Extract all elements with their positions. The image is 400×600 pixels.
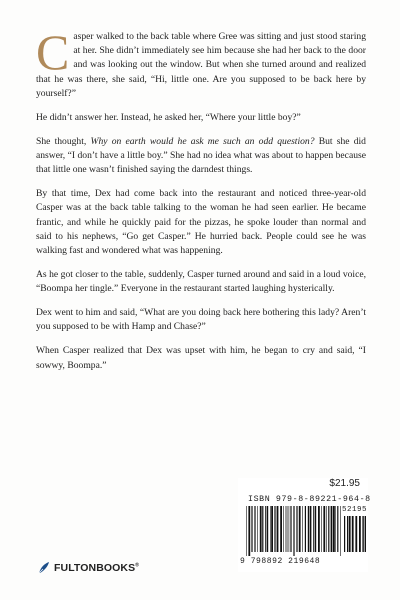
barcode-bar bbox=[313, 506, 314, 552]
barcode-bar bbox=[280, 506, 282, 552]
barcode-bar bbox=[296, 506, 297, 552]
barcode-bar bbox=[274, 506, 275, 552]
publisher-name bbox=[54, 562, 139, 574]
barcode-bar bbox=[349, 516, 351, 552]
barcode-bar bbox=[344, 516, 345, 552]
price-label: $21.95 bbox=[329, 478, 360, 489]
barcode-bar bbox=[290, 506, 291, 552]
barcode-bar bbox=[340, 506, 341, 556]
barcode-bar bbox=[251, 506, 252, 552]
barcode-bar bbox=[359, 516, 361, 552]
paragraph-4: By that time, Dex had come back into the restaurant and noticed three-year-old Casper was at the back table talking to the woman he had seen earlier. He became frantic, and while he quickly paid for the pizzas, he spoke louder than normal and said to his nephews, “Go get Casper.” He hurried back. People could see he was walking fast and wondered what was happening. bbox=[36, 188, 366, 257]
supplement-barcode bbox=[344, 516, 366, 556]
barcode-bar bbox=[362, 516, 363, 552]
barcode-bar bbox=[365, 516, 366, 552]
barcode-bar bbox=[265, 506, 266, 552]
barcode-bar bbox=[271, 506, 273, 552]
paragraph-5: As he got closer to the table, suddenly, Casper turned around and said in a loud voice, “Boompa her tingle.” Everyone in the restaurant started laughing hysterically. bbox=[36, 269, 366, 295]
barcode-bar bbox=[328, 506, 329, 552]
barcode-bar bbox=[287, 506, 288, 552]
story-excerpt bbox=[36, 24, 366, 383]
barcode-bar bbox=[262, 506, 263, 552]
paragraph-1 bbox=[36, 24, 366, 101]
barcode-bar bbox=[335, 506, 336, 552]
barcode-bar bbox=[248, 506, 250, 556]
barcode-bar bbox=[333, 506, 335, 552]
paragraph-3-text-a: She thought, bbox=[36, 135, 91, 147]
barcode-bar bbox=[331, 506, 333, 552]
barcode-bar bbox=[293, 506, 294, 556]
barcode-bar bbox=[299, 506, 301, 552]
paragraph-3 bbox=[36, 135, 366, 178]
barcode-bar bbox=[286, 506, 287, 552]
barcode-bar bbox=[302, 506, 303, 552]
barcode-bar bbox=[326, 506, 327, 552]
isbn-label: ISBN 979-8-89221-964-8 bbox=[248, 495, 371, 504]
paragraph-3-text-b: But she did answer, “I don’t have a little boy.” She had no idea what was about to happen because that little one wasn’t finished saying the darndest things. bbox=[36, 135, 366, 176]
barcode-bar bbox=[363, 516, 364, 552]
barcode-bar bbox=[254, 506, 255, 552]
barcode-bar bbox=[275, 506, 276, 552]
barcode-bar bbox=[315, 506, 316, 552]
barcode-bar bbox=[347, 516, 348, 552]
barcode-bar bbox=[270, 506, 271, 552]
drop-cap: C bbox=[36, 24, 70, 80]
barcode-bar bbox=[257, 506, 258, 552]
publisher-name-text: FULTONBOOKS bbox=[54, 562, 136, 574]
ean-barcode bbox=[246, 506, 342, 556]
publisher-logo bbox=[37, 559, 139, 577]
barcode-bar bbox=[308, 506, 309, 552]
barcode-bar bbox=[277, 506, 279, 552]
barcode-bar bbox=[318, 506, 320, 552]
supplement-digits: 52195 bbox=[342, 506, 368, 514]
quill-pen-icon bbox=[37, 561, 51, 575]
barcode-bar bbox=[260, 506, 262, 552]
registered-mark: ® bbox=[135, 562, 140, 569]
barcode-bar bbox=[246, 506, 247, 556]
barcode-bar bbox=[267, 506, 268, 552]
barcode-bar bbox=[337, 506, 338, 552]
barcode-bar bbox=[283, 506, 284, 552]
barcode-bar bbox=[289, 506, 290, 552]
barcode-bar bbox=[323, 506, 325, 552]
barcode-bar bbox=[352, 516, 354, 552]
paragraph-6: Dex went to him and said, “What are you doing back here bothering this lady? Aren’t you supposed to be with Hamp and Chase?” bbox=[36, 307, 366, 333]
barcode-bar bbox=[305, 506, 306, 552]
paragraph-1-text: asper walked to the back table where Gree was sitting and just stood staring at her. She didn’t immediately see him because she had her back to the door and was looking out the window. But when she turned around and realized that he was there, she said, “Hi, little one. Are you supposed to be back here by yourself?” bbox=[36, 31, 366, 99]
barcode-bar bbox=[355, 516, 357, 552]
barcode-block bbox=[238, 478, 371, 572]
ean-digits: 9 798892 219648 bbox=[240, 557, 321, 566]
paragraph-3-italic: Why on earth would he ask me such an odd question? bbox=[90, 135, 315, 147]
barcode-bar bbox=[321, 506, 322, 552]
paragraph-7: When Casper realized that Dex was upset with him, he began to cry and said, “I sowwy, Boompa.” bbox=[36, 345, 366, 371]
paragraph-2: He didn’t answer her. Instead, he asked her, “Where your little boy?” bbox=[36, 111, 301, 123]
barcode-bar bbox=[310, 506, 312, 552]
